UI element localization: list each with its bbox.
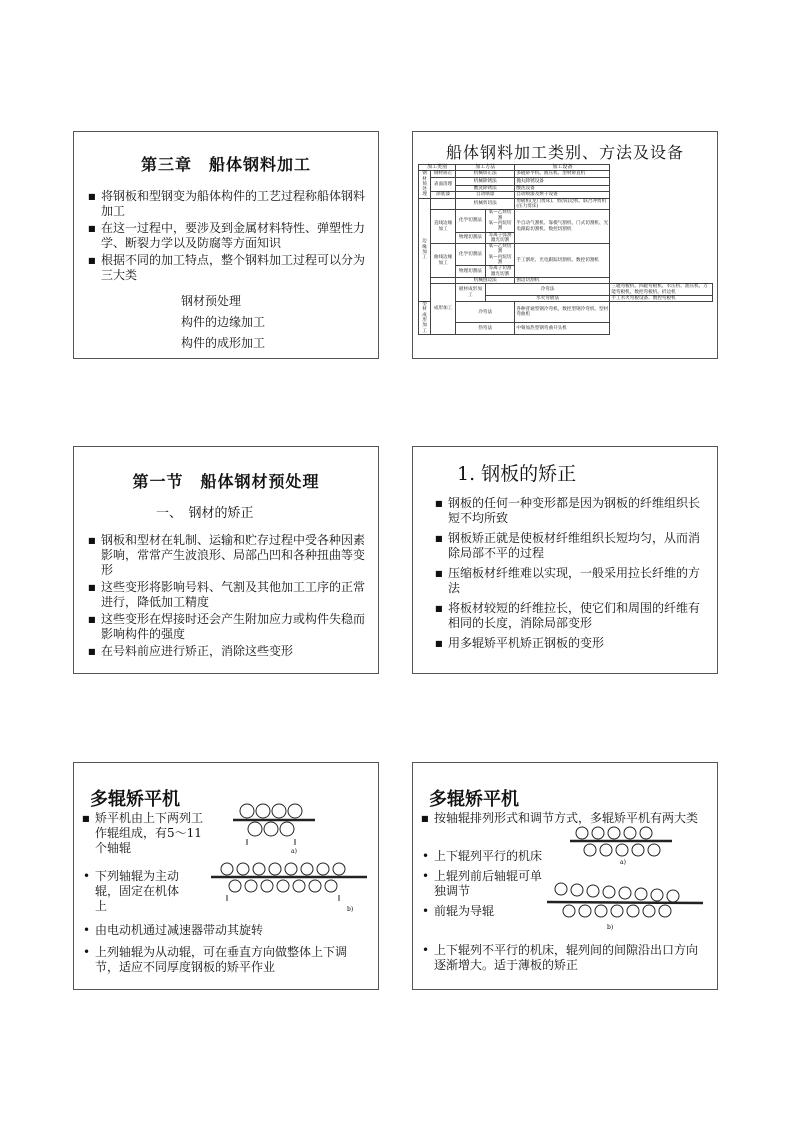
bullet-list	[433, 496, 707, 651]
table-cell: 成形加工	[431, 284, 456, 335]
bullet-list	[419, 943, 709, 975]
table-row	[419, 210, 713, 232]
cell-line: 激光切割	[490, 271, 510, 277]
table-cell: 钢材预处理	[419, 171, 431, 198]
table-row	[419, 323, 713, 335]
table-cell: 化学切割法	[456, 244, 486, 266]
figure-label: a)	[291, 848, 297, 855]
table-row	[419, 284, 713, 296]
table-cell: 板材成形加工	[456, 284, 486, 302]
table-cell: 水火弯板法	[485, 295, 610, 301]
slide-process-table	[412, 131, 718, 359]
list-item: ■ 这些变形在焊接时还会产生附加应力或构件失稳而影响构件的强度	[86, 612, 368, 642]
cell-line: 等离子弧割	[488, 232, 512, 238]
slide-title: 1. 钢板的矫正	[457, 463, 577, 485]
table-cell: 自动喷漆	[456, 192, 515, 198]
slide-roller-leveler-2	[412, 762, 718, 990]
roller-diagram-b	[207, 855, 377, 915]
list-item: ■ 将板材较短的纤维拉长，使它们和周围的纤维有相同的长度，消除局部变形	[433, 601, 707, 631]
slide-plate-straightening	[412, 446, 718, 674]
table-cell: 抛丸除锈设备	[515, 177, 610, 186]
slide-title: 多辊矫平机	[90, 789, 180, 810]
table-cell	[485, 232, 515, 244]
list-item: ■ 压缩板材纤维难以实现，一般采用拉长纤维的方法	[433, 566, 707, 596]
list-item: • 下列轴辊为主动辊，固定在机体上	[80, 869, 190, 914]
table-cell: 自动喷漆及烘干设备	[515, 192, 610, 198]
list-item: ■ 钢板的任何一种变形都是因为钢板的纤维组织长短不均所致	[433, 496, 707, 526]
category-item: 构件的成形加工	[181, 336, 266, 350]
list-item: ■ 将钢板和型钢变为船体构件的工艺过程称船体钢料加工	[86, 189, 368, 219]
cell-line: 氧—丙烷切割	[488, 254, 512, 266]
table-cell: 钢材矫正	[431, 171, 456, 177]
slide-section-pretreatment	[73, 446, 379, 674]
table-cell: 型材成形加工	[419, 302, 431, 335]
table-cell: 直线边缘加工	[431, 210, 456, 244]
table-cell: 表面清理	[431, 177, 456, 192]
list-item: ■ 按轴辊排列形式和调节方式，多辊矫平机有两大类	[419, 811, 704, 826]
list-item: • 由电动机通过减速器带动其旋转	[80, 923, 370, 938]
list-item: • 上下辊列平行的机床	[419, 849, 549, 864]
table-cell: 机械除锈法	[456, 177, 515, 186]
table-row	[419, 198, 713, 210]
list-item: ■ 钢板和型材在轧制、运输和贮存过程中受各种因素影响，常常产生波浪形、局部凸凹和各种扭曲等变形	[86, 533, 368, 578]
table-cell: 手工水火弯板设备、数控弯板机	[610, 295, 713, 301]
table-cell: 边缘加工	[419, 198, 431, 301]
slide-chapter-title	[73, 131, 379, 359]
figure-label: a)	[620, 859, 626, 865]
process-table	[418, 164, 713, 335]
bullet-list	[86, 189, 368, 283]
table-cell: 剪板机(龙门剪床)、剪(铣)边机、联合冲剪机(压力剪床)	[515, 198, 610, 210]
table-row	[419, 302, 713, 323]
list-item: ■ 矫平机由上下两列工作辊组成，有5～11个轴辊	[80, 811, 210, 856]
table-row	[419, 177, 713, 186]
cell-line: 氧—乙炔切割	[488, 244, 512, 255]
category-item: 构件的边缘加工	[181, 315, 266, 329]
bullet-list	[80, 869, 190, 916]
cell-line: 激光切割	[490, 237, 510, 243]
table-cell: 化学切割法	[456, 210, 486, 232]
category-list	[181, 291, 378, 354]
bullet-list	[419, 849, 549, 921]
table-cell: 多辊矫平机、液压机、型材矫直机	[515, 171, 610, 177]
table-row	[419, 244, 713, 266]
list-item: • 上列轴辊为从动辊，可在垂直方向做整体上下调节，适应不同厚度钢板的矫平作业	[80, 945, 370, 975]
slide-title: 多辊矫平机	[429, 789, 519, 810]
list-item: • 上辊列前后轴辊可单独调节	[419, 869, 549, 899]
table-cell: 冷弯法	[456, 302, 515, 323]
figure-label: b)	[607, 924, 614, 931]
list-item: ■ 在号料前应进行矫正，消除这些变形	[86, 644, 368, 659]
table-cell: 机械剪切法	[456, 198, 515, 210]
category-item: 钢材预处理	[181, 294, 242, 308]
slide-title: 船体钢料加工类别、方法及设备	[445, 143, 684, 162]
slide-title: 第一节 船体钢材预处理	[132, 472, 320, 491]
list-item: ■ 根据不同的加工特点，整个钢料加工过程可以分为三大类	[86, 253, 368, 283]
bullet-list	[80, 811, 210, 858]
table-cell: 涂底漆	[431, 192, 456, 198]
table-cell: 机械刨边法	[456, 277, 515, 283]
figure-label: b)	[347, 906, 354, 913]
table-cell	[431, 198, 456, 210]
table-header: 加工类别	[419, 165, 456, 171]
table-cell	[485, 266, 515, 278]
table-cell: 热弯法	[456, 323, 515, 335]
cell-line: 氧—丙烷切割	[488, 220, 512, 232]
roller-diagram-b	[543, 879, 713, 933]
table-cell: 曲线边缘加工	[431, 244, 456, 278]
list-item: ■ 用多辊矫平机矫正钢板的变形	[433, 636, 707, 651]
table-cell	[485, 244, 515, 266]
slide-roller-leveler-1	[73, 762, 379, 990]
list-item: • 前辊为导辊	[419, 904, 549, 919]
slide-subtitle: 一、 钢材的矫正	[156, 506, 254, 521]
bullet-list	[80, 923, 370, 977]
cell-line: 等离子切割	[488, 266, 512, 272]
table-cell	[485, 210, 515, 232]
table-cell: 酸洗除锈法	[456, 186, 515, 192]
table-cell: 物理切割法	[456, 266, 486, 278]
roller-diagram-a	[568, 823, 678, 865]
slide-title: 第三章 船体钢料加工	[140, 155, 311, 174]
table-cell: 酸洗设备	[515, 186, 610, 192]
bullet-list	[86, 533, 368, 659]
table-cell: 三辊弯板机、四辊弯板机、水压机、油压机、万能弯板机、数控弯板机、折边机	[610, 284, 713, 296]
cell-line: 氧—乙炔切割	[488, 210, 512, 221]
list-item: ■ 在这一过程中，要涉及到金属材料特性、弹塑性力学、断裂力学以及防腐等方面知识	[86, 221, 368, 251]
table-cell: 刨边切割机	[515, 277, 610, 283]
table-cell: 冷弯法	[485, 284, 610, 296]
roller-diagram-a	[229, 795, 319, 855]
table-header: 加工设备	[515, 165, 610, 171]
list-item: ■ 这些变形将影响号料、气割及其他加工工序的正常进行，降低加工精度	[86, 580, 368, 610]
table-cell: 机械矫正法	[456, 171, 515, 177]
table-cell: 手工割炬、光电跟踪切割机、数控切割机	[515, 244, 610, 278]
list-item: ■ 钢板矫正就是使板材纤维组织长短均匀，从而消除局部不平的过程	[433, 531, 707, 561]
table-header: 加工方法	[456, 165, 515, 171]
table-cell: 物理切割法	[456, 232, 486, 244]
table-cell: 各种普通型钢冷弯机、数控型钢冷弯机、型材弯曲机	[515, 302, 610, 323]
list-item: • 上下辊列不平行的机床，辊列间的间隙沿出口方向逐渐增大。适于薄板的矫正	[419, 943, 709, 973]
table-cell: 半自动气割机、靠模气割机、门式切割机、光电跟踪切割机、数控切割机	[515, 210, 610, 244]
table-cell: 中频加热型钢弯曲开头机	[515, 323, 610, 335]
